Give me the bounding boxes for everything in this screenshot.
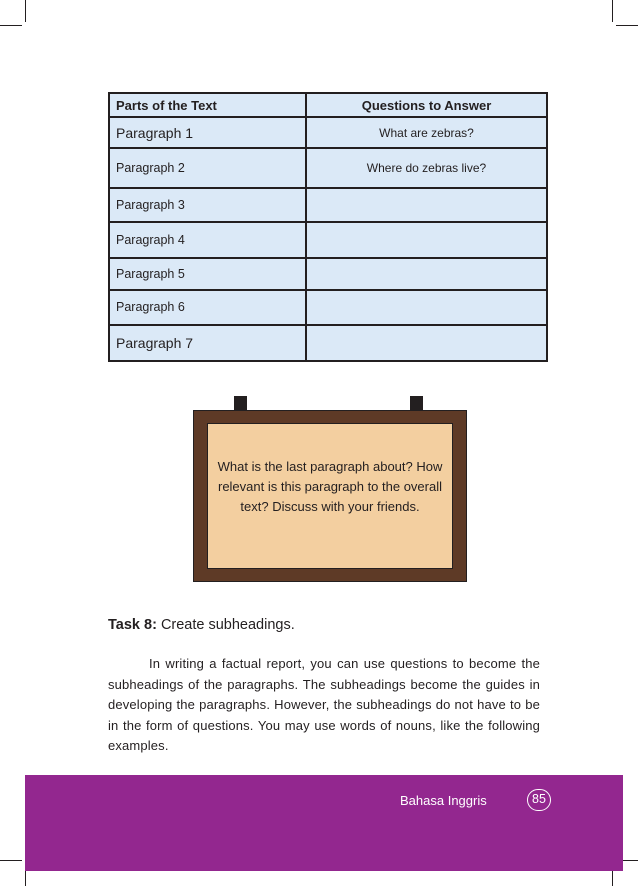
crop-mark [25,0,26,22]
table-row [109,117,547,148]
table-header-row [109,93,547,117]
column-header-questions: Questions to Answer [306,93,547,117]
part-cell: Paragraph 7 [109,325,306,361]
question-cell [306,290,547,325]
table-row [109,290,547,325]
table-row [109,222,547,257]
part-cell: Paragraph 2 [109,148,306,188]
crop-mark [0,25,22,26]
table-row [109,148,547,188]
part-cell: Paragraph 5 [109,258,306,290]
discussion-board [193,410,467,582]
task-heading [108,617,295,633]
board-panel [207,423,453,569]
task-label: Task 8: [108,617,157,633]
page-number: 85 [527,789,551,811]
part-cell: Paragraph 4 [109,222,306,257]
part-cell: Paragraph 3 [109,188,306,222]
question-cell [306,325,547,361]
question-cell [306,258,547,290]
question-cell: Where do zebras live? [306,148,547,188]
question-cell [306,188,547,222]
question-cell: What are zebras? [306,117,547,148]
crop-mark [616,25,638,26]
crop-mark [0,860,22,861]
book-title: Bahasa Inggris [400,793,487,808]
crop-mark [612,0,613,22]
parts-table [108,92,548,362]
table-row [109,188,547,222]
board-text: What is the last paragraph about? How relevant is this paragraph to the overall text? Discuss with your friends. [217,459,443,514]
table-row [109,325,547,361]
question-cell [306,222,547,257]
part-cell: Paragraph 6 [109,290,306,325]
table-row [109,258,547,290]
body-paragraph: In writing a factual report, you can use questions to become the subheadings of the paragraphs. The subheadings become the guides in developing the paragraphs. However, the subheadings do not have to be in the form of questions. You may use words of nouns, like the following examples. [108,656,540,753]
task-title: Create subheadings. [160,617,295,633]
part-cell: Paragraph 1 [109,117,306,148]
column-header-parts: Parts of the Text [109,93,306,117]
